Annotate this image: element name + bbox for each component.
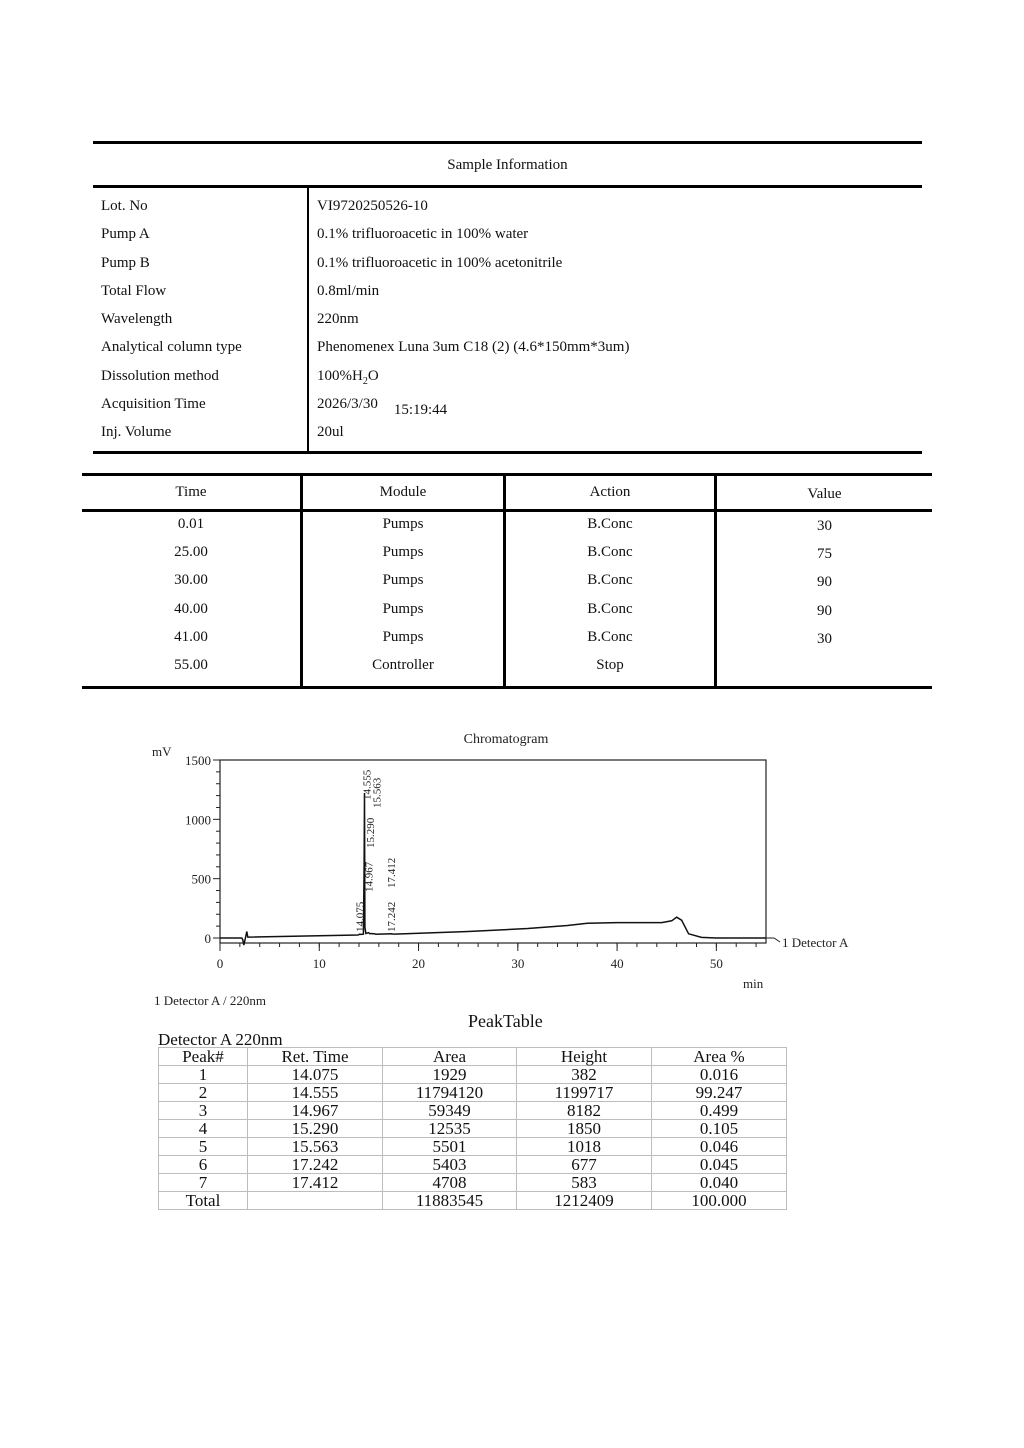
peak-cell: 5501 <box>383 1138 517 1156</box>
peak-label: 14.967 <box>363 861 376 892</box>
gradient-cell-time: 40.00 <box>174 601 208 617</box>
gradient-program-table <box>82 473 932 689</box>
gradient-cell-action: B.Conc <box>587 629 633 645</box>
gradient-header-divider <box>82 509 932 512</box>
peak-cell: 0.016 <box>652 1066 787 1084</box>
chart-footnote: 1 Detector A / 220nm <box>154 993 266 1008</box>
peak-cell: 14.075 <box>248 1066 383 1084</box>
peak-cell: 3 <box>159 1102 248 1120</box>
gradient-cell-module: Pumps <box>382 544 424 560</box>
y-axis-label: mV <box>152 744 172 759</box>
peak-cell: 382 <box>517 1066 652 1084</box>
peak-labels <box>355 769 398 932</box>
y-tick-label: 0 <box>204 931 211 946</box>
peak-row <box>159 1066 787 1084</box>
peak-cell: 4 <box>159 1120 248 1138</box>
gradient-cell-value: 30 <box>817 518 832 534</box>
gradient-header-module: Module <box>379 484 427 500</box>
gradient-cell-action: Stop <box>596 657 624 673</box>
peak-cell: 5403 <box>383 1156 517 1174</box>
x-tick-label: 20 <box>412 956 426 971</box>
series-label: 1 Detector A <box>782 935 849 950</box>
gradient-cell-value: 75 <box>817 546 832 562</box>
info-key: Total Flow <box>101 283 167 299</box>
info-row-wavelength <box>93 311 922 339</box>
peak-row <box>159 1174 787 1192</box>
gradient-cell-action: B.Conc <box>587 572 633 588</box>
info-value: 0.1% trifluoroacetic in 100% acetonitrile <box>317 255 563 271</box>
x-tick-label: 30 <box>511 956 525 971</box>
peak-cell: 6 <box>159 1156 248 1174</box>
x-axis-label: min <box>743 976 764 991</box>
y-tick-label: 1000 <box>185 812 211 828</box>
gradient-cell-module: Pumps <box>382 516 424 532</box>
peak-cell: 583 <box>517 1174 652 1192</box>
peak-label: 15.290 <box>364 817 377 848</box>
info-value: 20ul <box>317 424 344 440</box>
dissolution-subscript: 2 <box>362 376 368 387</box>
peak-cell: 1 <box>159 1066 248 1084</box>
peak-cell: 1850 <box>517 1120 652 1138</box>
y-tick-label: 500 <box>191 871 211 887</box>
gradient-header-action: Action <box>589 484 631 500</box>
peak-cell: 0.040 <box>652 1174 787 1192</box>
info-value <box>317 368 379 387</box>
peak-total-cell: Total <box>159 1192 248 1210</box>
peak-total-cell: 1212409 <box>517 1192 652 1210</box>
peak-cell: 8182 <box>517 1102 652 1120</box>
info-row-lot <box>93 198 922 226</box>
peak-cell: 0.046 <box>652 1138 787 1156</box>
gradient-cell-value: 90 <box>817 574 832 590</box>
gradient-cell-action: B.Conc <box>587 516 633 532</box>
info-key: Acquisition Time <box>101 396 206 412</box>
peak-table <box>158 1047 787 1210</box>
peak-label: 14.075 <box>354 901 367 932</box>
gradient-cell-time: 55.00 <box>174 657 208 673</box>
peak-total-cell <box>248 1192 383 1210</box>
info-row-pump-b <box>93 255 922 283</box>
peak-cell: 0.105 <box>652 1120 787 1138</box>
peak-cell: 5 <box>159 1138 248 1156</box>
peak-header-cell: Peak# <box>159 1048 248 1066</box>
peak-cell: 14.967 <box>248 1102 383 1120</box>
acquisition-date: 2026/3/30 <box>317 396 378 412</box>
gradient-cell-module: Controller <box>372 657 434 673</box>
chromatogram-chart <box>140 720 880 1015</box>
peak-row <box>159 1084 787 1102</box>
info-row-dissolution <box>93 368 922 396</box>
series-leader-line <box>766 938 780 942</box>
peak-header-cell: Height <box>517 1048 652 1066</box>
sample-information-table <box>93 141 922 454</box>
info-row-acquisition-time <box>93 396 922 424</box>
gradient-header-value: Value <box>807 486 842 502</box>
info-key: Inj. Volume <box>101 424 172 440</box>
info-value: Phenomenex Luna 3um C18 (2) (4.6*150mm*3um) <box>317 339 630 355</box>
peak-cell: 1199717 <box>517 1084 652 1102</box>
peak-cell: 15.563 <box>248 1138 383 1156</box>
sample-information-title: Sample Information <box>447 157 568 173</box>
info-value <box>317 396 448 418</box>
y-tick-label: 1500 <box>185 753 211 768</box>
peak-table-detector: Detector A 220nm <box>158 1030 283 1049</box>
peak-cell: 4708 <box>383 1174 517 1192</box>
peak-total-row <box>159 1192 787 1210</box>
info-row-inj-volume <box>93 424 922 452</box>
peak-header-cell: Area % <box>652 1048 787 1066</box>
info-value: 0.1% trifluoroacetic in 100% water <box>317 226 529 242</box>
peak-header-cell: Ret. Time <box>248 1048 383 1066</box>
peak-cell: 12535 <box>383 1120 517 1138</box>
peak-row <box>159 1120 787 1138</box>
chart-title: Chromatogram <box>463 732 549 747</box>
peak-cell: 14.555 <box>248 1084 383 1102</box>
gradient-cell-value: 90 <box>817 603 832 619</box>
info-row-pump-a <box>93 226 922 254</box>
peak-cell: 0.045 <box>652 1156 787 1174</box>
peak-total-cell: 11883545 <box>383 1192 517 1210</box>
peak-label: 15.563 <box>371 777 384 808</box>
peak-row <box>159 1138 787 1156</box>
peak-total-cell: 100.000 <box>652 1192 787 1210</box>
peak-cell: 2 <box>159 1084 248 1102</box>
peak-header-cell: Area <box>383 1048 517 1066</box>
info-key: Pump B <box>101 255 150 271</box>
peak-cell: 7 <box>159 1174 248 1192</box>
x-tick-label: 0 <box>216 956 224 971</box>
peak-label: 14.555 <box>361 769 374 800</box>
acquisition-clock: 15:19:44 <box>393 402 448 418</box>
peak-label: 17.242 <box>386 901 399 932</box>
info-key: Dissolution method <box>101 368 219 384</box>
info-row-column-type <box>93 339 922 367</box>
gradient-cell-time: 0.01 <box>177 516 205 532</box>
peak-table-title: PeakTable <box>468 1011 543 1031</box>
peak-table-header-row <box>159 1048 787 1066</box>
x-tick-label: 50 <box>709 956 723 971</box>
header-divider <box>93 185 922 188</box>
peak-cell: 1929 <box>383 1066 517 1084</box>
peak-label: 17.412 <box>385 857 398 888</box>
peak-cell: 677 <box>517 1156 652 1174</box>
info-key: Lot. No <box>101 198 148 214</box>
gradient-cell-action: B.Conc <box>587 544 633 560</box>
gradient-cell-time: 41.00 <box>174 629 208 645</box>
info-key: Pump A <box>101 226 150 242</box>
peak-cell: 1018 <box>517 1138 652 1156</box>
info-key: Wavelength <box>101 311 173 327</box>
detector-trace <box>220 793 766 945</box>
gradient-cell-time: 30.00 <box>174 572 208 588</box>
peak-cell: 59349 <box>383 1102 517 1120</box>
gradient-header-time: Time <box>175 484 207 500</box>
gradient-cell-module: Pumps <box>382 572 424 588</box>
x-tick-label: 10 <box>312 956 326 971</box>
peak-row <box>159 1102 787 1120</box>
peak-cell: 99.247 <box>652 1084 787 1102</box>
peak-cell: 15.290 <box>248 1120 383 1138</box>
dissolution-text-end: O <box>367 368 379 384</box>
x-tick-label: 40 <box>610 956 624 971</box>
peak-cell: 17.412 <box>248 1174 383 1192</box>
gradient-cell-module: Pumps <box>382 601 424 617</box>
plot-frame <box>220 760 766 943</box>
info-key: Analytical column type <box>101 339 242 355</box>
info-value: VI9720250526-10 <box>317 198 428 214</box>
peak-cell: 0.499 <box>652 1102 787 1120</box>
peak-row <box>159 1156 787 1174</box>
peak-cell: 17.242 <box>248 1156 383 1174</box>
dissolution-text: 100%H <box>317 368 363 384</box>
info-row-total-flow <box>93 283 922 311</box>
info-value: 0.8ml/min <box>317 283 380 299</box>
peak-cell: 11794120 <box>383 1084 517 1102</box>
gradient-cell-action: B.Conc <box>587 601 633 617</box>
gradient-cell-module: Pumps <box>382 629 424 645</box>
info-value: 220nm <box>317 311 359 327</box>
axes <box>185 753 756 971</box>
gradient-cell-time: 25.00 <box>174 544 208 560</box>
gradient-cell-value: 30 <box>817 631 832 647</box>
